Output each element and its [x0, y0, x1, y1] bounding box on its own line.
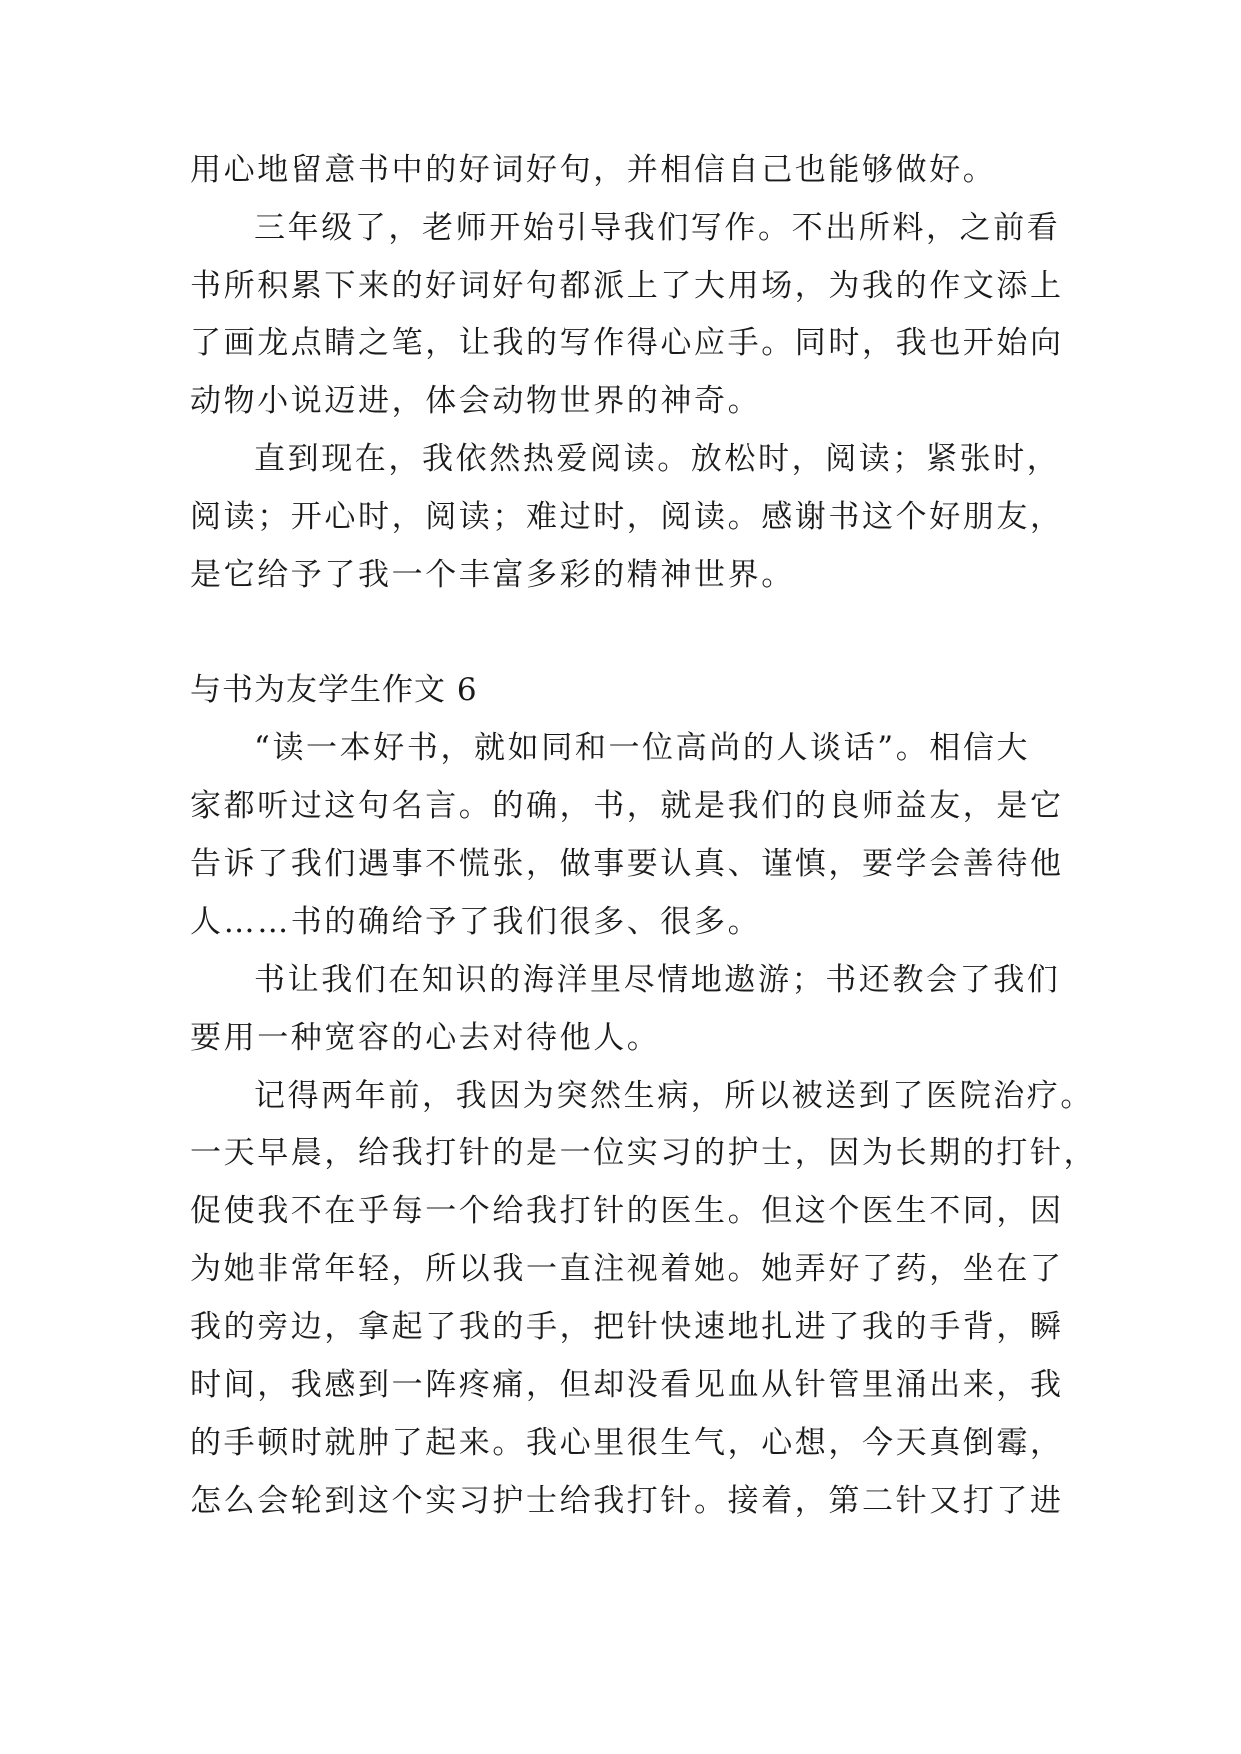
text-line: 促使我不在乎每一个给我打针的医生。但这个医生不同，因	[190, 1193, 1064, 1229]
text-line: 的手顿时就肿了起来。我心里很生气，心想，今天真倒霉，	[190, 1425, 1064, 1461]
text-line: 要用一种宽容的心去对待他人。	[190, 1020, 661, 1056]
text-line: 我的旁边，拿起了我的手，把针快速地扎进了我的手背，瞬	[190, 1309, 1064, 1345]
text-line: 书所积累下来的好词好句都派上了大用场，为我的作文添上	[190, 268, 1064, 304]
text-line: 时间，我感到一阵疼痛，但却没看见血从针管里涌出来，我	[190, 1367, 1064, 1403]
text-line: “读一本好书，就如同和一位高尚的人谈话”。相信大	[254, 730, 1031, 766]
text-line: 三年级了，老师开始引导我们写作。不出所料，之前看	[254, 210, 1061, 246]
section-heading: 与书为友学生作文 6	[190, 672, 478, 708]
text-line: 直到现在，我依然热爱阅读。放松时，阅读；紧张时，	[254, 441, 1061, 477]
text-line: 告诉了我们遇事不慌张，做事要认真、谨慎，要学会善待他	[190, 846, 1064, 882]
text-line: 是它给予了我一个丰富多彩的精神世界。	[190, 557, 795, 593]
text-line: 阅读；开心时，阅读；难过时，阅读。感谢书这个好朋友，	[190, 499, 1064, 535]
text-line: 一天早晨，给我打针的是一位实习的护士，因为长期的打针，	[190, 1135, 1098, 1171]
text-line: 动物小说迈进，体会动物世界的神奇。	[190, 383, 762, 419]
text-line: 家都听过这句名言。的确，书，就是我们的良师益友，是它	[190, 788, 1064, 824]
text-line: 怎么会轮到这个实习护士给我打针。接着，第二针又打了进	[190, 1483, 1064, 1519]
text-line: 记得两年前，我因为突然生病，所以被送到了医院治疗。	[254, 1078, 1094, 1114]
text-line: 了画龙点睛之笔，让我的写作得心应手。同时，我也开始向	[190, 325, 1064, 361]
text-line: 书让我们在知识的海洋里尽情地遨游；书还教会了我们	[254, 962, 1061, 998]
text-line: 为她非常年轻，所以我一直注视着她。她弄好了药，坐在了	[190, 1251, 1064, 1287]
text-line: 用心地留意书中的好词好句，并相信自己也能够做好。	[190, 152, 997, 188]
text-line: 人……书的确给予了我们很多、很多。	[190, 904, 762, 940]
